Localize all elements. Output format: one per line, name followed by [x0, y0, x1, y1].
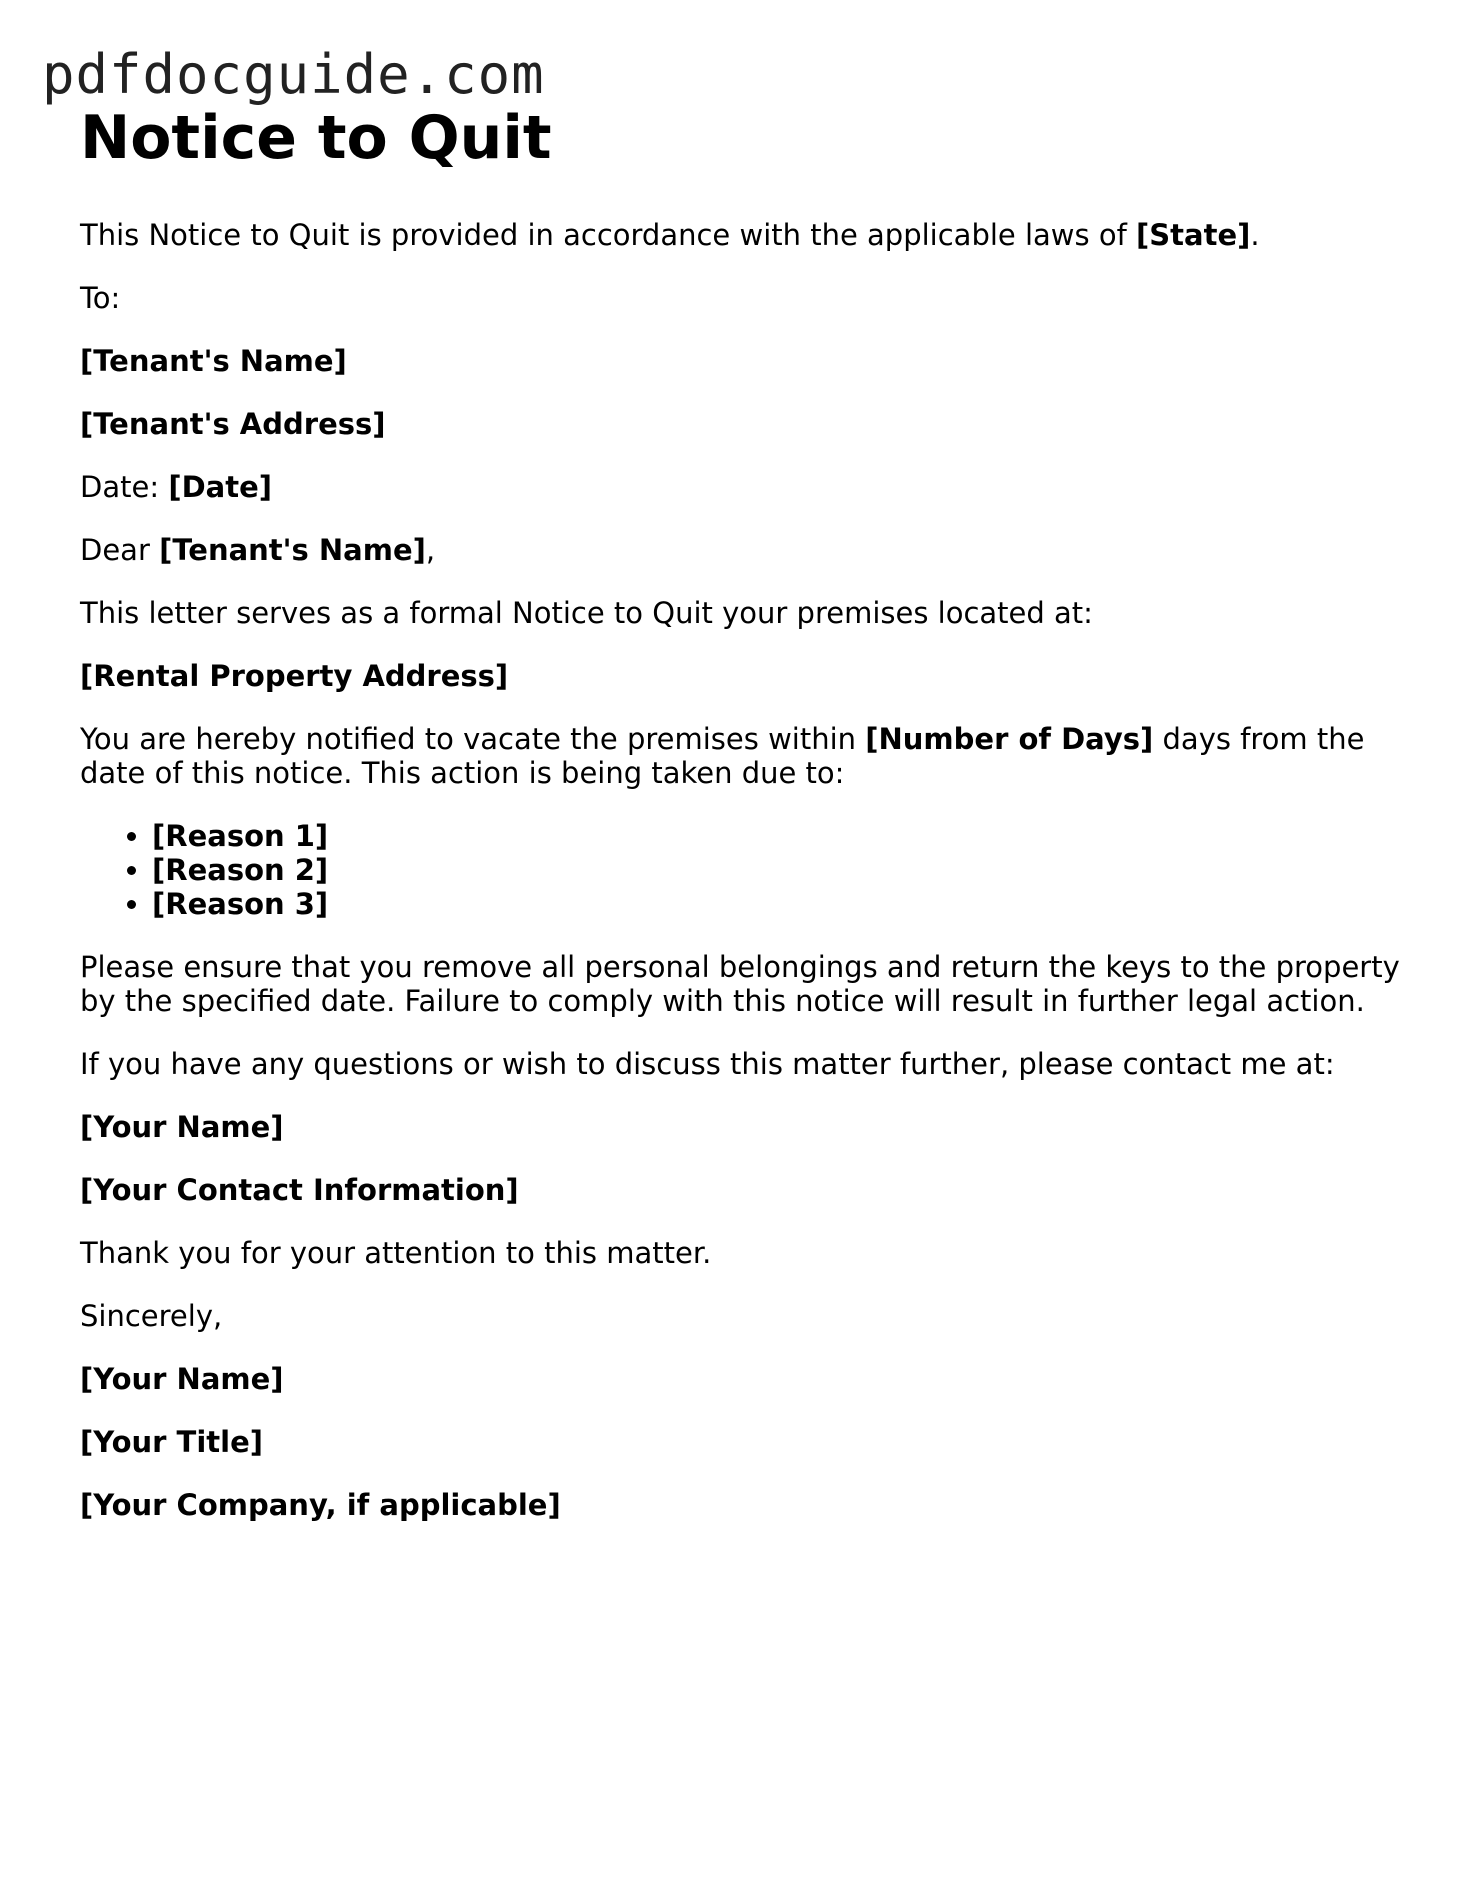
tenant-name-placeholder: [Tenant's Name]	[80, 344, 347, 378]
notice-document	[80, 98, 1400, 1551]
rental-address-placeholder: [Rental Property Address]	[80, 659, 509, 693]
contact-name-paragraph	[80, 1110, 1400, 1144]
signature-name-paragraph	[80, 1362, 1400, 1396]
reason-placeholder: [Reason 3]	[152, 887, 329, 921]
thanks-paragraph: Thank you for your attention to this matter.	[80, 1236, 712, 1270]
intro-paragraph	[80, 218, 1400, 252]
signature-title-paragraph	[80, 1425, 1400, 1459]
signature-company-placeholder: [Your Company, if applicable]	[80, 1488, 561, 1522]
page-title: Notice to Quit	[80, 103, 552, 173]
days-placeholder: [Number of Days]	[865, 722, 1154, 756]
signature-company-paragraph	[80, 1488, 1400, 1522]
state-placeholder: [State]	[1136, 218, 1251, 252]
date-label: Date:	[80, 470, 169, 504]
tenant-name-paragraph	[80, 344, 1400, 378]
list-item	[152, 887, 1400, 921]
contact-name-placeholder: [Your Name]	[80, 1110, 284, 1144]
list-item	[152, 853, 1400, 887]
date-line	[80, 470, 1400, 504]
tenant-address-placeholder: [Tenant's Address]	[80, 407, 386, 441]
intro-end: .	[1250, 218, 1260, 252]
closing: Sincerely,	[80, 1299, 223, 1333]
salutation-suffix: ,	[425, 533, 436, 567]
salutation-prefix: Dear	[80, 533, 160, 567]
contact-info-placeholder: [Your Contact Information]	[80, 1173, 519, 1207]
signature-title-placeholder: [Your Title]	[80, 1425, 264, 1459]
reasons-list	[80, 819, 1400, 921]
date-placeholder: [Date]	[168, 470, 272, 504]
contact-info-paragraph	[80, 1173, 1400, 1207]
reason-placeholder: [Reason 2]	[152, 853, 329, 887]
rental-address-paragraph	[80, 659, 1400, 693]
signature-name-placeholder: [Your Name]	[80, 1362, 284, 1396]
questions-paragraph: If you have any questions or wish to discuss this matter further, please contact me at:	[80, 1047, 1335, 1081]
watermark: pdfdocguide.com	[42, 43, 545, 106]
premises-intro: This letter serves as a formal Notice to Quit your premises located at:	[80, 596, 1093, 630]
tenant-address-paragraph	[80, 407, 1400, 441]
list-item	[152, 819, 1400, 853]
reason-placeholder: [Reason 1]	[152, 819, 329, 853]
belongings-paragraph: Please ensure that you remove all personal belongings and return the keys to the property by the specified date. Failure to comply with this notice will result in further legal action.	[80, 950, 1400, 1018]
intro-text: This Notice to Quit is provided in accordance with the applicable laws of	[80, 218, 1137, 252]
vacate-paragraph	[80, 722, 1400, 790]
to-label: To:	[80, 281, 121, 315]
salutation-name: [Tenant's Name]	[159, 533, 426, 567]
vacate-before: You are hereby notified to vacate the premises within	[80, 722, 866, 756]
vacate-after: days from the date of this notice. This action is being taken due to:	[80, 722, 1365, 790]
salutation	[80, 533, 1400, 567]
